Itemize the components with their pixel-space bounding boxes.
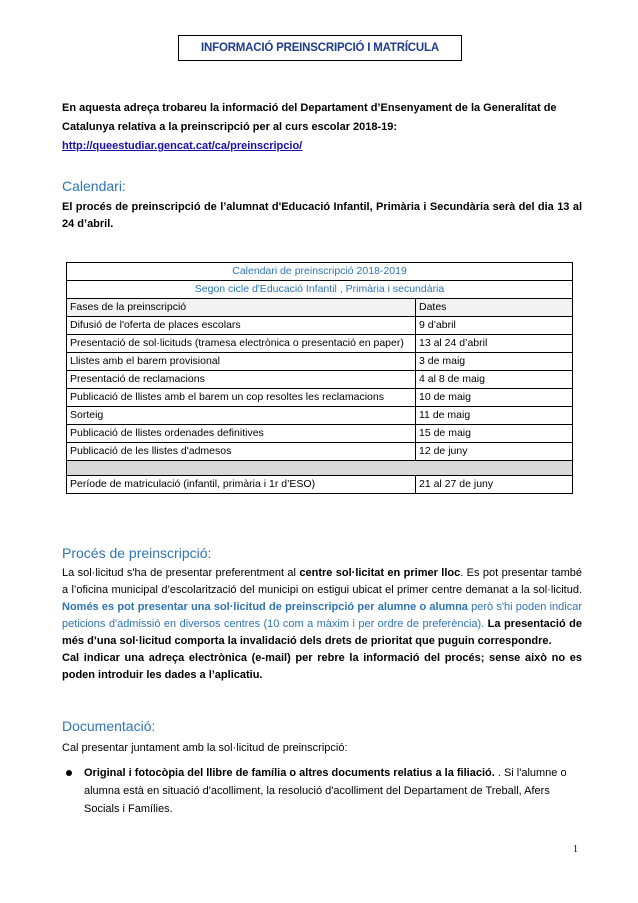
table-separator-row: [67, 461, 573, 476]
list-item: [62, 764, 582, 818]
calendari-text: El procés de preinscripció de l’alumnat d'Educació Infantil, Primària i Secundària serà del dia 13 al 24 d’abril.: [62, 201, 582, 230]
bullet-text: . Si l'alumne o alumna està en situació d'acolliment, la resolució d'acolliment del Departament de Treball, Afers Socials i Famílies.: [84, 767, 567, 815]
proces-text-6: La presentació de més d’una sol·licitud comporta la invalidació dels drets de prioritat que puguin correspondre.: [62, 618, 582, 647]
proces-text-7: Cal indicar una adreça electrònica (e-mail) per rebre la informació del procés; sense això no es poden introduir les dades a l’aplicatiu.: [62, 652, 582, 681]
row-data: 3 de maig: [416, 353, 573, 371]
bullet-icon: [66, 770, 72, 776]
column-header-fases: Fases de la preinscripció: [67, 299, 416, 317]
row-data: 10 de maig: [416, 389, 573, 407]
row-fase: Publicació de llistes ordenades definitives: [67, 425, 416, 443]
proces-text-5: però s'hi poden indicar peticions d'admissió en diversos centres (10 com a màxim i per ordre de preferència).: [62, 601, 582, 630]
intro-paragraph: [62, 99, 582, 156]
table-row: [67, 389, 573, 407]
table-row-matricula: [67, 476, 573, 494]
row-data: 4 al 8 de maig: [416, 371, 573, 389]
documentacio-heading: Documentació:: [62, 718, 156, 734]
page-title-box: [178, 35, 462, 61]
proces-text-1: La sol·licitud s'ha de presentar preferentment al: [62, 567, 300, 579]
proces-text-3: . Es pot presentar també a l’oficina municipal d’escolarització del municipi on estigui ubicat el primer centre demanat a la sol·licitud.: [62, 567, 582, 596]
row-data: 15 de maig: [416, 425, 573, 443]
row-data: 13 al 24 d’abril: [416, 335, 573, 353]
row-fase: Període de matriculació (infantil, primària i 1r d’ESO): [67, 476, 416, 494]
page-title: INFORMACIÓ PREINSCRIPCIÓ I MATRÍCULA: [201, 42, 439, 54]
row-fase: Llistes amb el barem provisional: [67, 353, 416, 371]
table-title: Calendari de preinscripció 2018-2019: [67, 263, 573, 281]
row-fase: Difusió de l'oferta de places escolars: [67, 317, 416, 335]
row-fase: Presentació de sol·licituds (tramesa electrònica o presentació en paper): [67, 335, 416, 353]
table-row: [67, 371, 573, 389]
preinscripcio-link[interactable]: http://queestudiar.gencat.cat/ca/preinscripcio/: [62, 140, 303, 152]
proces-heading: Procés de preinscripció:: [62, 545, 212, 561]
page-number: 1: [573, 844, 578, 855]
row-data: 9 d’abril: [416, 317, 573, 335]
table-subtitle: Segon cicle d'Educació Infantil , Primària i secundària: [67, 281, 573, 299]
row-fase: Sorteig: [67, 407, 416, 425]
table-row: [67, 425, 573, 443]
proces-text-4: Només es pot presentar una sol·licitud de preinscripció per alumne o alumna: [62, 601, 468, 613]
table-row: [67, 317, 573, 335]
table-row: [67, 335, 573, 353]
table-row: [67, 353, 573, 371]
row-fase: Presentació de reclamacions: [67, 371, 416, 389]
calendari-heading: Calendari:: [62, 178, 126, 194]
proces-text-2: centre sol·licitat en primer lloc: [299, 567, 461, 579]
column-header-dates: Dates: [416, 299, 573, 317]
table-row: [67, 443, 573, 461]
row-fase: Publicació de les llistes d'admesos: [67, 443, 416, 461]
intro-text: En aquesta adreça trobareu la informació del Departament d’Ensenyament de la Generalitat de Catalunya relativa a la preinscripció per al curs escolar 2018-19:: [62, 102, 557, 133]
row-fase: Publicació de llistes amb el barem un cop resoltes les reclamacions: [67, 389, 416, 407]
documentacio-text: Cal presentar juntament amb la sol·licitud de preinscripció:: [62, 742, 348, 754]
row-data: 12 de juny: [416, 443, 573, 461]
row-data: 11 de maig: [416, 407, 573, 425]
table-row: [67, 407, 573, 425]
calendar-table: [66, 262, 573, 494]
proces-paragraph: [62, 565, 582, 684]
bullet-bold-text: Original i fotocòpia del llibre de família o altres documents relatius a la filiació.: [84, 767, 495, 779]
row-data: 21 al 27 de juny: [416, 476, 573, 494]
